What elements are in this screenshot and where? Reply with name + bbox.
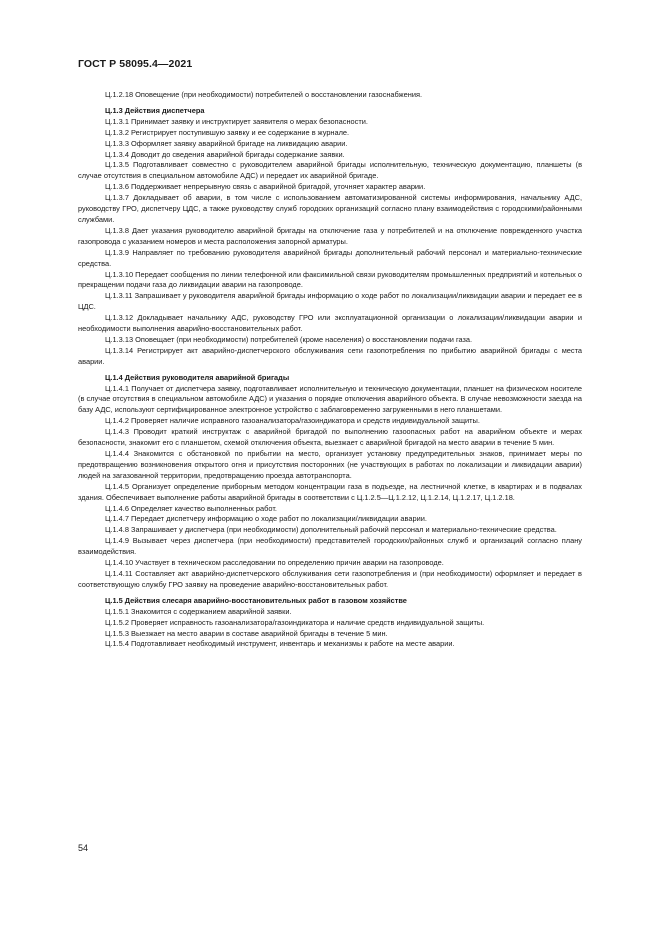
clause-paragraph: Ц.1.4.2 Проверяет наличие исправного газоанализатора/газоиндикатора и средств индивидуальной защиты. (105, 416, 480, 426)
clause-paragraph: Ц.1.3.3 Оформляет заявку аварийной бригаде на ликвидацию аварии. (105, 138, 348, 148)
clause-paragraph: Ц.1.3.6 Поддерживает непрерывную связь с аварийной бригадой, уточняет характер аварии. (105, 182, 426, 192)
clause-paragraph: Ц.1.3.10 Передает сообщения по линии телефонной или факсимильной связи руководителям промышленных предприятий и котельных о прекращении подачи газа до ликвидации аварии на газопроводе. (78, 269, 582, 290)
clause-paragraph: Ц.1.3.12 Докладывает начальнику АДС, руководству ГРО или эксплуатационной организации о локализации/ликвидации аварии и необходимости выполнения аварийно-восстановительных работ. (78, 313, 582, 334)
clause-paragraph: Ц.1.4.8 Запрашивает у диспетчера (при необходимости) дополнительный рабочий персонал и материально-технические средства. (105, 525, 557, 535)
clause-paragraph: Ц.1.4.1 Получает от диспетчера заявку, подготавливает исполнительную и техническую документации, планшет на физическом носителе (в случае отсутствия в специальном автомобиле АДС) и указания о порядке отключения аварийного объекта. В случае невозможности заезда на базу АДС, используют сертифицированное электронное устройство с заблаговременно загруженными в него планшетами. (78, 383, 582, 415)
clause-paragraph: Ц.1.2.18 Оповещение (при необходимости) потребителей о восстановлении газоснабжения. (105, 90, 422, 99)
clause-paragraph: Ц.1.4.6 Определяет качество выполненных работ. (105, 503, 277, 513)
clause-paragraph: Ц.1.5.1 Знакомится с содержанием аварийной заявки. (105, 606, 292, 616)
clause-paragraph: Ц.1.3.1 Принимает заявку и инструктирует заявителя о мерах безопасности. (105, 116, 368, 126)
section-heading: Ц.1.4 Действия руководителя аварийной бригады (105, 372, 290, 382)
clause-paragraph: Ц.1.4.7 Передает диспетчеру информацию о ходе работ по локализации/ликвидации аварии. (105, 514, 427, 524)
clause-paragraph: Ц.1.4.9 Вызывает через диспетчера (при необходимости) представителей городских/районных служб и организаций согласно плану взаимодействия. (78, 536, 582, 557)
document-body (78, 90, 582, 650)
clause-paragraph: Ц.1.3.14 Регистрирует акт аварийно-диспетчерского обслуживания сети газопотребления по прибытию аварийной бригады с места аварии. (78, 345, 582, 366)
clause-paragraph: Ц.1.3.5 Подготавливает совместно с руководителем аварийной бригады исполнительную, техническую документацию, планшеты (в случае отсутствия в специальном автомобиле АДС) и передает их аварийной бригаде. (78, 160, 582, 181)
clause-paragraph: Ц.1.5.3 Выезжает на место аварии в составе аварийной бригады в течение 5 мин. (105, 628, 388, 638)
clause-paragraph: Ц.1.4.10 Участвует в техническом расследовании по определению причин аварии на газопроводе. (105, 558, 444, 568)
section-heading: Ц.1.3 Действия диспетчера (105, 105, 205, 115)
clause-paragraph: Ц.1.4.3 Проводит краткий инструктаж с аварийной бригадой по выполнению газоопасных работ на аварийном объекте и мерах безопасности, знакомит его с планшетом, схемой отключения объекта, выезжает с аварийной бригадой на место аварии в течение 5 мин. (78, 427, 582, 448)
clause-paragraph: Ц.1.3.4 Доводит до сведения аварийной бригады содержание заявки. (105, 149, 345, 159)
page-number: 54 (78, 843, 89, 853)
clause-paragraph: Ц.1.3.13 Оповещает (при необходимости) потребителей (кроме населения) о восстановлении подачи газа. (105, 334, 473, 344)
clause-paragraph: Ц.1.3.7 Докладывает об аварии, в том числе с использованием автоматизированной системы информирования, начальнику АДС, руководству ГРО, диспетчеру ЦДС, а также руководству служб городских организаций согласно плану взаимодействия с городскими/районными службами. (78, 193, 582, 224)
clause-paragraph: Ц.1.3.9 Направляет по требованию руководителя аварийной бригады дополнительный рабочий персонал и материально-технические средства. (78, 247, 582, 268)
document-header: ГОСТ Р 58095.4—2021 (78, 58, 193, 70)
clause-paragraph: Ц.1.4.11 Составляет акт аварийно-диспетчерского обслуживания сети газопотребления и (при необходимости) оформляет и передает в соответствующую службу ГРО заявку на проведение аварийно-восстановительных работ. (78, 568, 582, 589)
section-heading: Ц.1.5 Действия слесаря аварийно-восстановительных работ в газовом хозяйстве (105, 595, 407, 605)
clause-paragraph: Ц.1.5.2 Проверяет исправность газоанализатора/газоиндикатора и наличие средств индивидуальной защиты. (105, 617, 485, 627)
clause-paragraph: Ц.1.3.8 Дает указания руководителю аварийной бригады на отключение газа у потребителей и на отключение поврежденного участка газопровода с указанием номеров и места расположения запорной арматуры. (78, 225, 582, 246)
clause-paragraph: Ц.1.4.4 Знакомится с обстановкой по прибытии на место, организует установку предупредительных знаков, принимает меры по предотвращению возникновения открытого огня и присутствия посторонних (не участвующих в работах по локализации и ликвидации аварии) людей на загазованной территории, предотвращению проезда автотранспорта. (78, 449, 582, 480)
clause-paragraph: Ц.1.3.2 Регистрирует поступившую заявку и ее содержание в журнале. (105, 127, 350, 137)
clause-paragraph: Ц.1.5.4 Подготавливает необходимый инструмент, инвентарь и механизмы к работе на месте аварии. (105, 639, 455, 649)
clause-paragraph: Ц.1.3.11 Запрашивает у руководителя аварийной бригады информацию о ходе работ по локализации/ликвидации аварии и передает ее в ЦДС. (78, 291, 582, 312)
clause-paragraph: Ц.1.4.5 Организует определение приборным методом концентрации газа в подъезде, на лестничной клетке, в квартирах и в подвалах здания. Обеспечивает выполнение работы аварийной бригады в соответствии с Ц.1.2.5—Ц.1.2.12, Ц.1.2.14, Ц.1.2.17, Ц.1.2.18. (78, 481, 582, 502)
